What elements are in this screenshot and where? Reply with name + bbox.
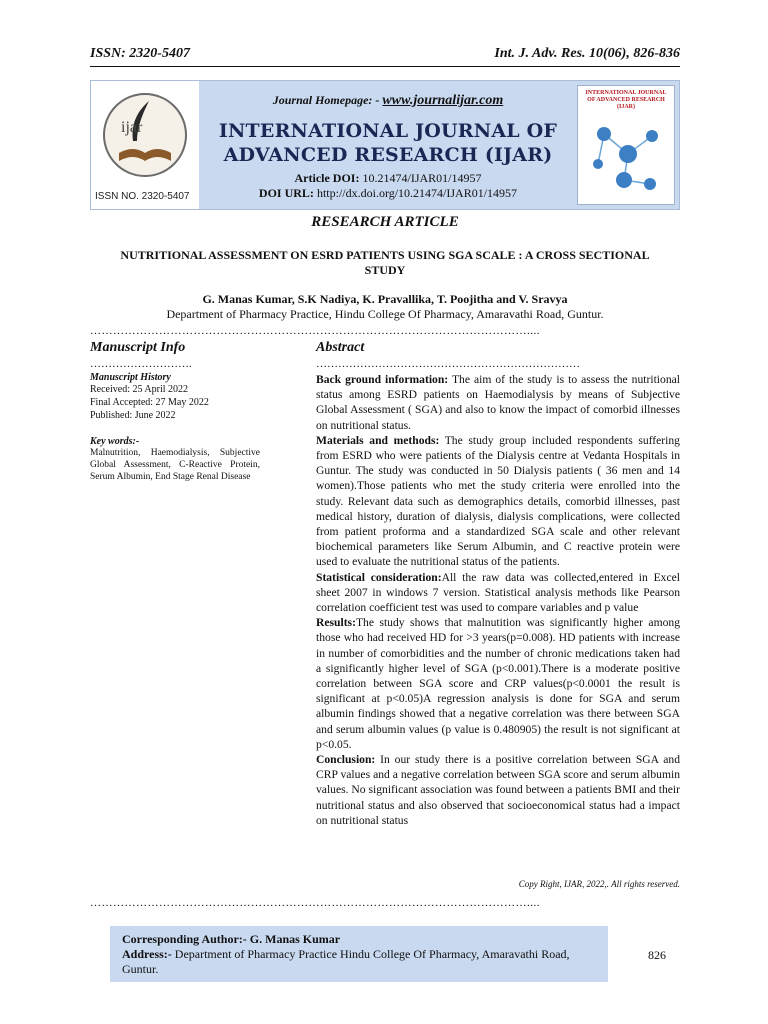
abstract-text: All the raw data was collected,entered in Excel sheet 2007 in windows 7 version. Statistical analysis methods like Pearson correlation coefficient test was used to compare variables and p value (316, 570, 680, 615)
abstract-label: Back ground information: (316, 373, 449, 386)
header-rule (90, 66, 680, 67)
corresponding-author-box (110, 926, 608, 982)
keywords-heading: Key words:- (90, 436, 140, 447)
article-doi (203, 171, 573, 186)
doi-url (203, 186, 573, 201)
journal-logo (91, 81, 199, 209)
abstract-body (316, 372, 680, 828)
logo-wordmark: ijar (121, 119, 143, 136)
separator-top: …………………………………………………………………………………………………….... (90, 326, 540, 336)
journal-banner (90, 80, 680, 210)
affiliation: Department of Pharmacy Practice, Hindu College Of Pharmacy, Amaravathi Road, Guntur. (166, 307, 604, 321)
running-header (90, 46, 680, 66)
address-label: Address:- (122, 947, 172, 961)
manuscript-info-heading: Manuscript Info (90, 340, 186, 355)
logo-circle (103, 93, 187, 177)
accepted-date: Final Accepted: 27 May 2022 (90, 397, 209, 408)
doi-label: Article DOI: (294, 171, 360, 185)
abstract-heading: Abstract (316, 340, 365, 355)
header-citation: Int. J. Adv. Res. 10(06), 826-836 (494, 46, 680, 61)
article-type: RESEARCH ARTICLE (311, 214, 459, 230)
page-number: 826 (648, 948, 666, 962)
corresponding-author: Corresponding Author:- G. Manas Kumar (122, 932, 341, 946)
logo-issn: ISSN NO. 2320-5407 (95, 191, 190, 202)
abstract-text: In our study there is a positive correlation between SGA and CRP values and a negative correlation between SGA score and serum albumin values. No significant association was found between a patients BMI and their nutritional status and also observed that socioeconomical status had a impact on nutritional status (316, 753, 680, 827)
history-heading: Manuscript History (90, 372, 171, 383)
banner-center (203, 81, 573, 209)
quill-book-icon (105, 95, 185, 175)
journal-title-line1: INTERNATIONAL JOURNAL OF (218, 120, 558, 142)
abstract-background (316, 372, 680, 433)
header-issn: ISSN: 2320-5407 (90, 46, 190, 61)
abstract-text: The aim of the study is to assess the nutritional status among ESRD patients on Haemodialysis by means of Subjective Global Assessment ( SGA) and also to know the impact of comorbid illnesses on nutritional status. (316, 373, 680, 432)
author-address (122, 947, 596, 977)
doi-url-link[interactable]: http://dx.doi.org/10.21474/IJAR01/14957 (316, 186, 518, 200)
author-list: G. Manas Kumar, S.K Nadiya, K. Pravallika, T. Poojitha and V. Sravya (202, 292, 568, 306)
journal-homepage (203, 93, 573, 109)
published-date: Published: June 2022 (90, 410, 176, 421)
separator-bottom: …………………………………………………………………………………………………….... (90, 898, 540, 908)
doi-value: 10.21474/IJAR01/14957 (362, 171, 482, 185)
abstract-methods (316, 433, 680, 570)
abstract-results (316, 615, 680, 752)
paper-title: NUTRITIONAL ASSESSMENT ON ESRD PATIENTS USING SGA SCALE : A CROSS SECTIONAL STUDY (120, 248, 650, 277)
address-text: Department of Pharmacy Practice Hindu College Of Pharmacy, Amaravathi Road, Guntur. (122, 947, 570, 976)
journal-cover (577, 85, 675, 205)
abstract-label: Statistical consideration: (316, 570, 442, 584)
abstract-statistics (316, 570, 680, 616)
abstract-label: Conclusion: (316, 753, 376, 767)
abstract-label: Materials and methods: (316, 433, 440, 447)
abstract-label: Results: (316, 616, 356, 630)
abstract-dots: ……………………………………………………………… (316, 358, 580, 370)
received-date: Received: 25 April 2022 (90, 384, 189, 395)
cover-title: INTERNATIONAL JOURNAL OF ADVANCED RESEARCH (IJAR) (585, 90, 667, 110)
journal-title-line2: ADVANCED RESEARCH (IJAR) (223, 144, 553, 166)
copyright-notice: Copy Right, IJAR, 2022,. All rights reserved. (518, 879, 680, 889)
doi-url-label: DOI URL: (258, 186, 314, 200)
molecule-icon (584, 114, 670, 200)
homepage-label: Journal Homepage: - (272, 93, 380, 107)
keywords-text: Malnutrition, Haemodialysis, Subjective Global Assessment, C-Reactive Protein, Serum Albumin, End Stage Renal Disease (90, 448, 260, 482)
abstract-text: The study group included respondents suffering from ESRD who were patients of the Dialysis centre at Vedanta Hospitals in Guntur. The study was conducted in 50 Dialysis patients ( 36 men and 14 women).Those patients who met the study criteria were enrolled into the study. Relevant data such as demographics details, comorbid illnesses, past medical history, duration of dialysis, dialysis complications, were collected from patient proforma and a standardized SGA scale and other relevant biochemical parameters like Serum Albumin, and C reactive protein were used to evaluate the nutritional status of the patients. (316, 433, 680, 569)
homepage-link[interactable]: www.journalijar.com (382, 93, 504, 108)
manuscript-dots: ………………………. (90, 358, 192, 370)
manuscript-info (90, 340, 260, 483)
abstract-text: The study shows that malnutition was significantly higher among those who had received HD for >3 years(p=0.008). HD patients with increase in number of comorbidities and the number of chronic medications taken had a significantly higher level of SGA (p<0.001).There is a moderate positive correlation between SGA score and CRP values(p<0.0001 the result is significant at p<0.05)A regression analysis is done for SGA and serum albumin findings showed that a negative correlation was there between SGA and serum albumin values (p value is 0.480905) the result is not significant at p<0.05. (316, 616, 680, 751)
abstract-conclusion (316, 752, 680, 828)
abstract (316, 340, 680, 828)
journal-title (203, 119, 573, 167)
